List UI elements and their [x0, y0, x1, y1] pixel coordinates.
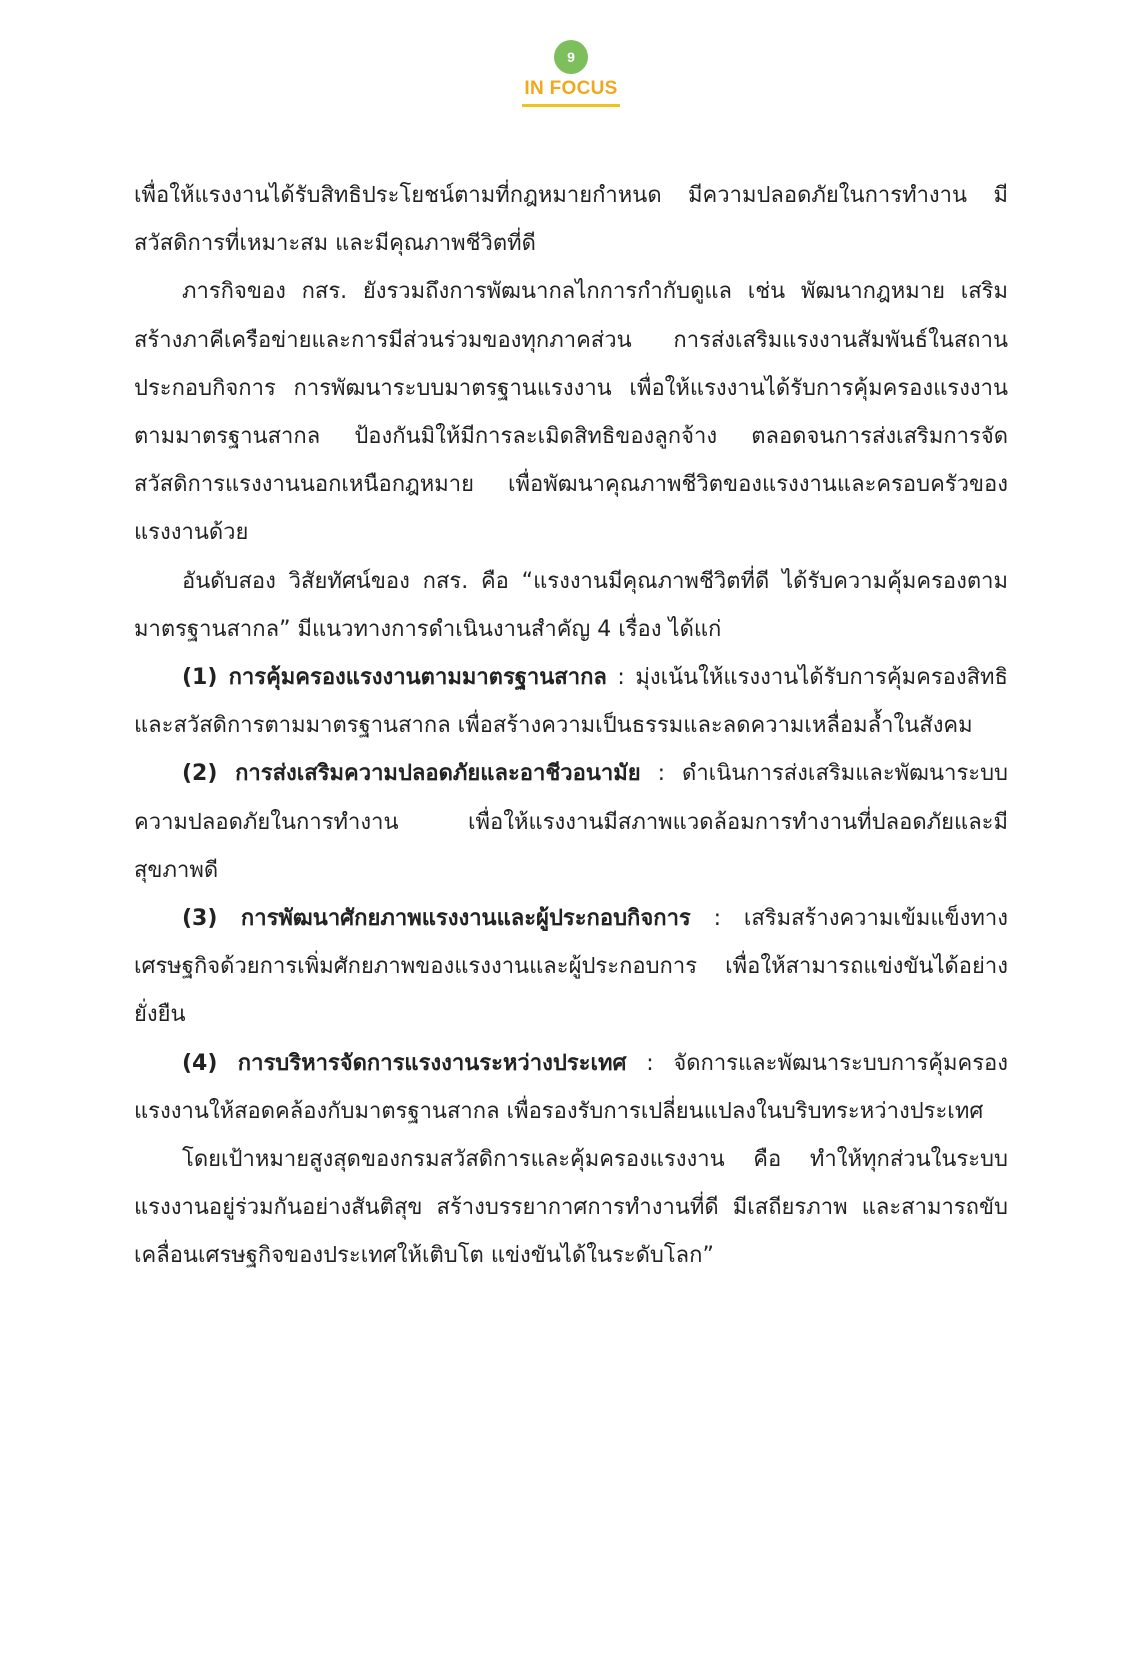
paragraph-closing: โดยเป้าหมายสูงสุดของกรมสวัสดิการและคุ้มครองแรงงาน คือ ทำให้ทุกส่วนในระบบแรงงานอยู่ร่วมกันอย่างสันติสุข สร้างบรรยากาศการทำงานที่ดี มีเสถียรภาพ และสามารถขับเคลื่อนเศรษฐกิจของประเทศให้เติบโต แข่งขันได้ในระดับโลก” [134, 1147, 1008, 1269]
paragraph-vision: อันดับสอง วิสัยทัศน์ของ กสร. คือ “แรงงานมีคุณภาพชีวิตที่ดี ได้รับความคุ้มครองตามมาตรฐานสากล” มีแนวทางการดำเนินงานสำคัญ 4 เรื่อง ได้แก่ [134, 568, 1008, 642]
article-body [134, 172, 1008, 1281]
list-item-3 [134, 895, 1008, 1040]
page-number-badge: 9 [554, 40, 588, 74]
list-item-4 [134, 1040, 1008, 1136]
list-item-heading: (3) การพัฒนาศักยภาพแรงงานและผู้ประกอบกิจการ [182, 906, 691, 932]
paragraph-intro-continuation: เพื่อให้แรงงานได้รับสิทธิประโยชน์ตามที่กฎหมายกำหนด มีความปลอดภัยในการทำงาน มีสวัสดิการที่เหมาะสม และมีคุณภาพชีวิตที่ดี [134, 183, 1008, 257]
list-item-body: : มุ่งเน้นให้แรงงานได้รับการคุ้มครองสิทธิและสวัสดิการตามมาตรฐานสากล เพื่อสร้างความเป็นธรรมและลดความเหลื่อมล้ำในสังคม [134, 665, 1008, 739]
page-header [0, 40, 1142, 107]
section-title-wrap [0, 78, 1142, 107]
list-item-body: : จัดการและพัฒนาระบบการคุ้มครองแรงงานให้สอดคล้องกับมาตรฐานสากล เพื่อรองรับการเปลี่ยนแปลงในบริบทระหว่างประเทศ [134, 1050, 1008, 1124]
list-item-2 [134, 750, 1008, 895]
list-item-heading: (2) การส่งเสริมความปลอดภัยและอาชีวอนามัย [182, 761, 641, 787]
paragraph-mission: ภารกิจของ กสร. ยังรวมถึงการพัฒนากลไกการกำกับดูแล เช่น พัฒนากฎหมาย เสริมสร้างภาคีเครือข่ายและการมีส่วนร่วมของทุกภาคส่วน การส่งเสริมแรงงานสัมพันธ์ในสถานประกอบกิจการ การพัฒนาระบบมาตรฐานแรงงาน เพื่อให้แรงงานได้รับการคุ้มครองแรงงานตามมาตรฐานสากล ป้องกันมิให้มีการละเมิดสิทธิของลูกจ้าง ตลอดจนการส่งเสริมการจัดสวัสดิการแรงงานนอกเหนือกฎหมาย เพื่อพัฒนาคุณภาพชีวิตของแรงงานและครอบครัวของแรงงานด้วย [134, 279, 1008, 546]
list-item-body: : ดำเนินการส่งเสริมและพัฒนาระบบความปลอดภัยในการทำงาน เพื่อให้แรงงานมีสภาพแวดล้อมการทำงานที่ปลอดภัยและมีสุขภาพดี [134, 761, 1009, 883]
list-item-heading: (1) การคุ้มครองแรงงานตามมาตรฐานสากล [182, 665, 607, 691]
list-item-body: : เสริมสร้างความเข้มแข็งทางเศรษฐกิจด้วยการเพิ่มศักยภาพของแรงงานและผู้ประกอบการ เพื่อให้สามารถแข่งขันได้อย่างยั่งยืน [134, 906, 1008, 1028]
section-title: IN FOCUS [522, 78, 619, 107]
list-item-heading: (4) การบริหารจัดการแรงงานระหว่างประเทศ [182, 1050, 627, 1076]
list-item-1 [134, 654, 1008, 750]
